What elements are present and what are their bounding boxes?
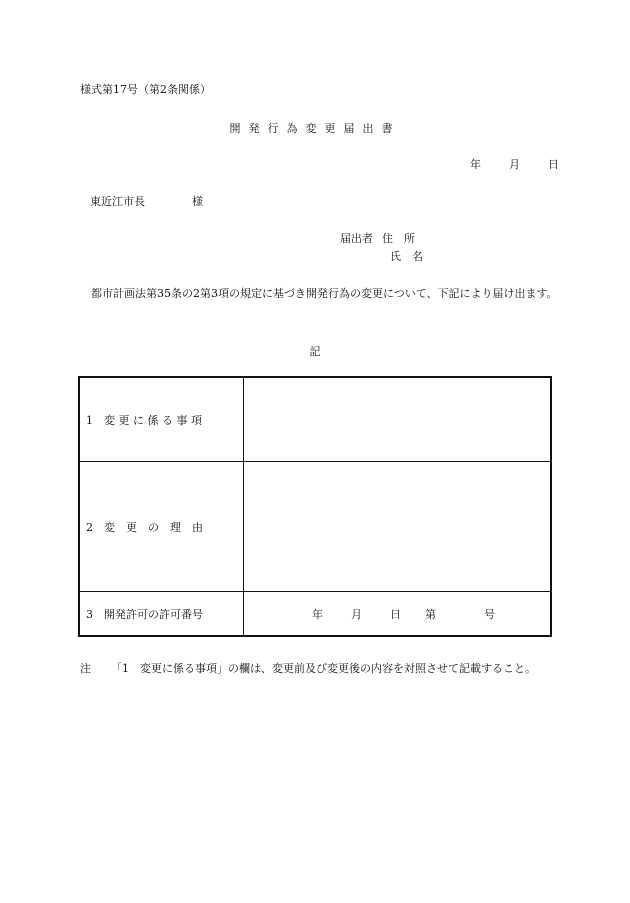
recipient-name: 東近江市長 xyxy=(90,195,145,208)
address-label: 住 所 xyxy=(382,232,415,245)
permit-year-label: 年 xyxy=(312,607,323,621)
date-year-label: 年 xyxy=(470,158,481,171)
permit-dai-label: 第 xyxy=(425,607,436,621)
notifier-address-line xyxy=(340,230,415,246)
notifier-name-line xyxy=(390,248,423,264)
permit-date xyxy=(312,606,495,622)
document-title: 開発行為変更届出書 xyxy=(229,122,401,135)
form-table xyxy=(78,376,552,637)
change-items-field[interactable] xyxy=(244,378,550,461)
ki-heading: 記 xyxy=(309,345,321,358)
name-label: 氏 名 xyxy=(390,250,423,263)
form-number: 様式第17号（第2条関係） xyxy=(80,83,211,96)
row-label-permit-number: 3 開発許可の許可番号 xyxy=(86,607,203,621)
note-text: 「1 変更に係る事項」の欄は、変更前及び変更後の内容を対照させて記載すること。 xyxy=(111,662,536,675)
row-label-change-items: 1 変 更 に 係 る 事 項 xyxy=(86,413,202,427)
submission-date xyxy=(470,156,559,172)
date-day-label: 日 xyxy=(548,158,559,171)
permit-number-field[interactable] xyxy=(244,592,550,635)
change-reason-field[interactable] xyxy=(244,462,550,591)
table-row-change-reason xyxy=(80,462,550,592)
table-row-permit-number xyxy=(80,592,550,635)
row-label-change-reason: 2 変 更 の 理 由 xyxy=(86,520,203,534)
permit-go-label: 号 xyxy=(484,607,495,621)
footnote xyxy=(80,660,536,676)
recipient xyxy=(90,193,203,209)
permit-day-label: 日 xyxy=(390,607,401,621)
recipient-honorific: 様 xyxy=(192,195,203,208)
notifier-label: 届出者 xyxy=(340,232,373,245)
date-month-label: 月 xyxy=(509,158,520,171)
table-row-change-items xyxy=(80,378,550,462)
permit-month-label: 月 xyxy=(351,607,362,621)
body-text: 都市計画法第35条の2第3項の規定に基づき開発行為の変更について、下記により届け出ます。 xyxy=(91,287,558,300)
note-prefix: 注 xyxy=(80,662,91,675)
